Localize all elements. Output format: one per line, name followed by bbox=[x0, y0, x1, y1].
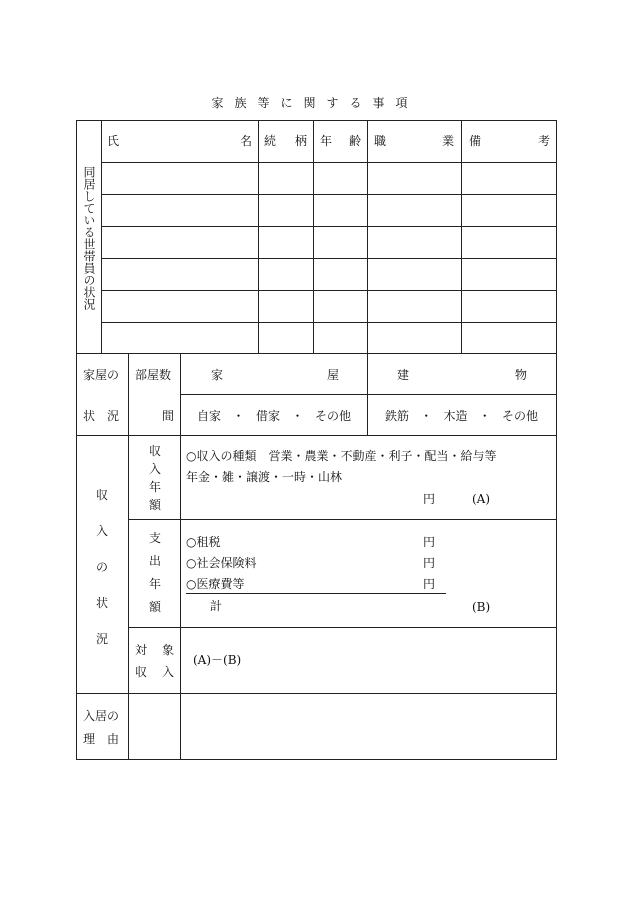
house-opt-rent[interactable]: 借家 bbox=[255, 409, 280, 423]
house-options bbox=[197, 409, 351, 423]
expense-insurance: ○社会保険料 bbox=[186, 556, 257, 570]
housing-label-a: 家屋の bbox=[83, 368, 120, 382]
annual-income-3: 年 bbox=[149, 480, 162, 494]
expense-4: 額 bbox=[149, 600, 162, 614]
expense-tax-yen: 円 bbox=[423, 535, 436, 549]
header-relation-a: 続 bbox=[264, 134, 277, 148]
house-label-b: 屋 bbox=[327, 368, 340, 382]
header-age-b: 齢 bbox=[349, 134, 362, 148]
expense-total: 計 bbox=[210, 599, 223, 613]
house-opt-own[interactable]: 自家 bbox=[197, 409, 222, 423]
house-opt-other[interactable]: その他 bbox=[314, 409, 351, 423]
header-note-a: 備 bbox=[469, 134, 482, 148]
header-job-b: 業 bbox=[442, 134, 455, 148]
annual-income-2: 入 bbox=[149, 462, 162, 476]
housing-label-b: 状 況 bbox=[83, 409, 120, 423]
expense-medical-yen: 円 bbox=[423, 577, 436, 591]
building-opt-sep: ・ bbox=[478, 409, 491, 423]
expense-insurance-yen: 円 bbox=[423, 556, 436, 570]
header-job-a: 職 bbox=[374, 134, 387, 148]
income-side-4: 状 bbox=[96, 596, 109, 610]
income-yen: 円 bbox=[423, 492, 436, 506]
expense-3: 年 bbox=[149, 577, 162, 591]
building-label-a: 建 bbox=[397, 368, 410, 382]
header-name-b: 名 bbox=[240, 134, 253, 148]
reason-label-a: 入居の bbox=[83, 709, 120, 723]
annual-income-1: 収 bbox=[149, 444, 162, 458]
income-side-2: 入 bbox=[96, 524, 109, 538]
target-formula: (A)－(B) bbox=[193, 653, 242, 667]
building-opt-wood[interactable]: 木造 bbox=[443, 409, 468, 423]
expense-1: 支 bbox=[149, 531, 162, 545]
header-relation-b: 柄 bbox=[295, 134, 308, 148]
target-label-a2: 象 bbox=[162, 643, 175, 657]
building-opt-rc[interactable]: 鉄筋 bbox=[385, 409, 410, 423]
target-label-b2: 入 bbox=[162, 665, 175, 679]
rooms-label: 部屋数 bbox=[135, 368, 172, 382]
expense-2: 出 bbox=[149, 554, 162, 568]
house-opt-sep: ・ bbox=[291, 409, 304, 423]
expense-medical: ○医療費等 bbox=[186, 577, 245, 591]
rooms-unit: 間 bbox=[162, 409, 175, 423]
building-opt-sep: ・ bbox=[420, 409, 433, 423]
income-mark-a: (A) bbox=[472, 492, 491, 506]
annual-income-4: 額 bbox=[149, 498, 162, 512]
target-label-a1: 対 bbox=[135, 643, 148, 657]
target-label-b1: 収 bbox=[135, 665, 148, 679]
page-title: 家族等に関する事項 bbox=[211, 96, 419, 110]
household-side-label: 同居している世帯員の状況 bbox=[82, 166, 96, 310]
income-side-5: 況 bbox=[96, 632, 109, 646]
building-label-b: 物 bbox=[515, 368, 528, 382]
expense-tax: ○租税 bbox=[186, 535, 221, 549]
income-side-3: の bbox=[96, 560, 109, 574]
income-types-line1: ○収入の種類 営業・農業・不動産・利子・配当・給与等 bbox=[186, 449, 497, 463]
header-name-a: 氏 bbox=[107, 134, 120, 148]
header-note-b: 考 bbox=[538, 134, 551, 148]
building-opt-other[interactable]: その他 bbox=[501, 409, 538, 423]
house-label-a: 家 bbox=[211, 368, 224, 382]
expense-mark-b: (B) bbox=[472, 600, 491, 614]
house-opt-sep: ・ bbox=[232, 409, 245, 423]
income-types-line2: 年金・雑・譲渡・一時・山林 bbox=[186, 470, 343, 484]
building-options bbox=[385, 409, 538, 423]
header-age-a: 年 bbox=[320, 134, 333, 148]
reason-label-b: 理 由 bbox=[83, 732, 120, 746]
income-side-1: 収 bbox=[96, 488, 109, 502]
